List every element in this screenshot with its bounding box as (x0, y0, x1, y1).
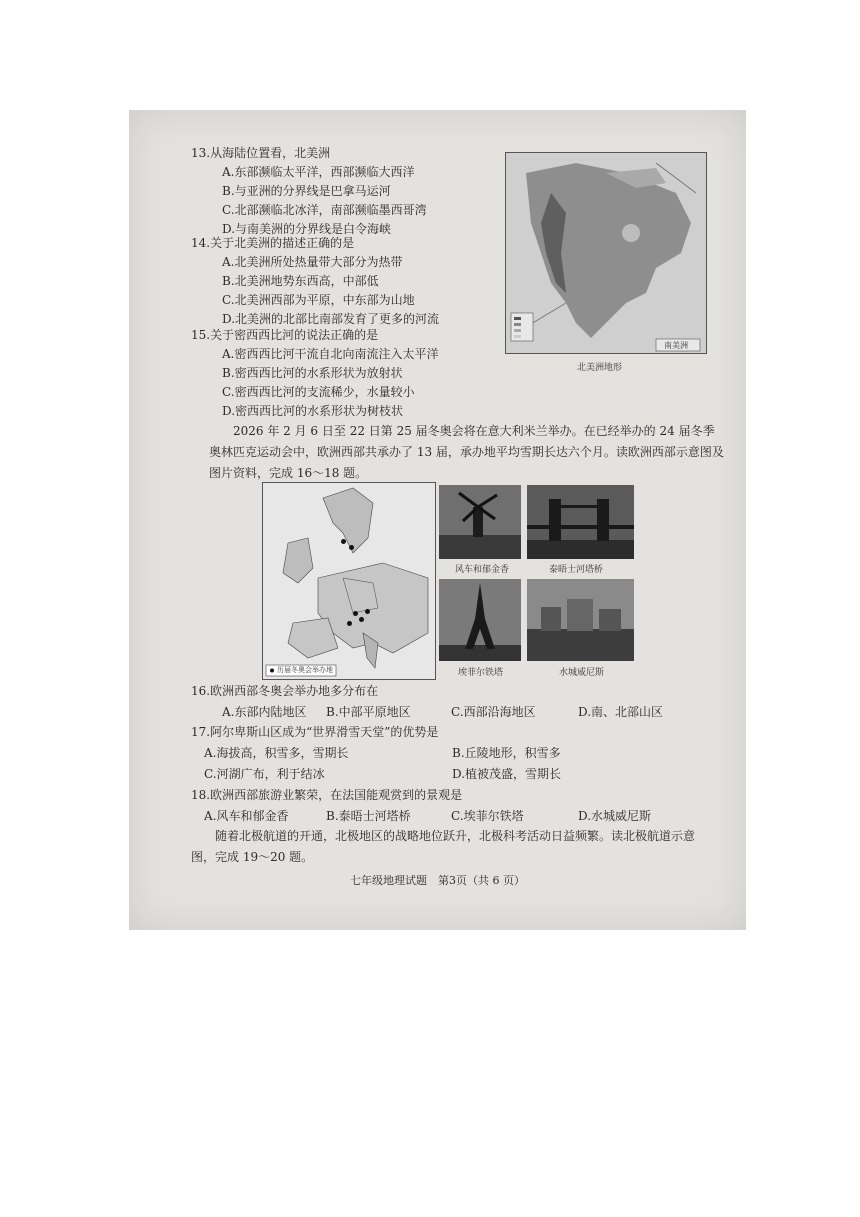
scanned-page (129, 110, 746, 930)
q15-option-d: D.密西西比河的水系形状为树枝状 (222, 404, 404, 418)
q13-option-b: B.与亚洲的分界线是巴拿马运河 (222, 184, 391, 198)
olympic-host-marker (347, 621, 352, 626)
q17-option-b: B.丘陵地形，积雪多 (452, 746, 561, 760)
q18-option-b: B.泰晤士河塔桥 (326, 809, 411, 823)
q17-option-a: A.海拔高，积雪多，雪期长 (204, 746, 349, 760)
olympic-host-marker (353, 611, 358, 616)
q13-option-a: A.东部濒临太平洋，西部濒临大西洋 (222, 165, 415, 179)
q15-option-a: A.密西西比河干流自北向南流注入太平洋 (222, 347, 439, 361)
photo-windmill-tulips (439, 485, 521, 559)
western-europe-map (262, 482, 436, 680)
photo-caption-1: 风车和郁金香 (455, 565, 510, 575)
photo-eiffel-tower (439, 579, 521, 661)
north-america-map (505, 152, 707, 354)
south-america-label: 南美洲 (664, 341, 688, 350)
venice-icon (527, 579, 634, 661)
q17-stem: 17.阿尔卑斯山区成为“世界滑雪天堂”的优势是 (191, 725, 439, 739)
tower-bridge-icon (527, 485, 634, 559)
q13-option-d: D.与南美洲的分界线是白令海峡 (222, 222, 392, 236)
olympic-host-marker (341, 539, 346, 544)
western-europe-map-graphic (263, 483, 435, 679)
q13-stem: 13.从海陆位置看，北美洲 (191, 146, 331, 160)
photo-venice (527, 579, 634, 661)
intro-16-18: 2026 年 2 月 6 日至 22 日第 25 届冬奥会将在意大利米兰举办。在已经举办的 24 届冬季奥林匹克运动会中，欧洲西部共承办了 13 届，承办地平均雪期长达六个月。读欧洲西部示意图及图片资料，完成 16～18 题。 (209, 424, 724, 480)
q16-option-a: A.东部内陆地区 (222, 705, 307, 719)
q16-option-d: D.南、北部山区 (578, 705, 664, 719)
olympic-host-marker (349, 545, 354, 550)
olympic-host-marker (365, 609, 370, 614)
q14-option-c: C.北美洲西部为平原，中东部为山地 (222, 293, 415, 307)
north-america-map-caption: 北美洲地形 (577, 363, 623, 373)
intro-19-20: 随着北极航道的开通，北极地区的战略地位跃升，北极科考活动日益频繁。读北极航道示意图，完成 19～20 题。 (191, 829, 696, 864)
q14-option-b: B.北美洲地势东西高，中部低 (222, 274, 379, 288)
olympic-host-marker (359, 617, 364, 622)
europe-map-legend: 历届冬奥会举办地 (277, 666, 333, 674)
photo-caption-4: 水城威尼斯 (559, 668, 605, 678)
q14-stem: 14.关于北美洲的描述正确的是 (191, 236, 355, 250)
q15-stem: 15.关于密西西比河的说法正确的是 (191, 328, 379, 342)
q15-option-c: C.密西西比河的支流稀少，水量较小 (222, 385, 415, 399)
photo-caption-2: 泰晤士河塔桥 (549, 565, 604, 575)
q18-stem: 18.欧洲西部旅游业繁荣，在法国能观赏到的景观是 (191, 788, 463, 802)
q16-option-c: C.西部沿海地区 (451, 705, 536, 719)
q18-option-c: C.埃菲尔铁塔 (451, 809, 524, 823)
q16-option-b: B.中部平原地区 (326, 705, 411, 719)
q18-option-a: A.风车和郁金香 (204, 809, 289, 823)
q15-option-b: B.密西西比河的水系形状为放射状 (222, 366, 403, 380)
photo-tower-bridge (527, 485, 634, 559)
q16-stem: 16.欧洲西部冬奥会举办地多分布在 (191, 684, 379, 698)
windmill-icon (439, 485, 521, 559)
photo-caption-3: 埃菲尔铁塔 (458, 668, 504, 678)
q18-option-d: D.水城威尼斯 (578, 809, 652, 823)
q17-option-d: D.植被茂盛，雪期长 (452, 767, 562, 781)
q13-option-c: C.北部濒临北冰洋，南部濒临墨西哥湾 (222, 203, 427, 217)
north-america-map-graphic (506, 153, 706, 353)
q14-option-a: A.北美洲所处热量带大部分为热带 (222, 255, 403, 269)
page-footer: 七年级地理试题 第3页（共 6 页） (350, 874, 525, 887)
q17-option-c: C.河湖广布，利于结冰 (204, 767, 325, 781)
eiffel-tower-icon (439, 579, 521, 661)
q14-option-d: D.北美洲的北部比南部发育了更多的河流 (222, 312, 440, 326)
